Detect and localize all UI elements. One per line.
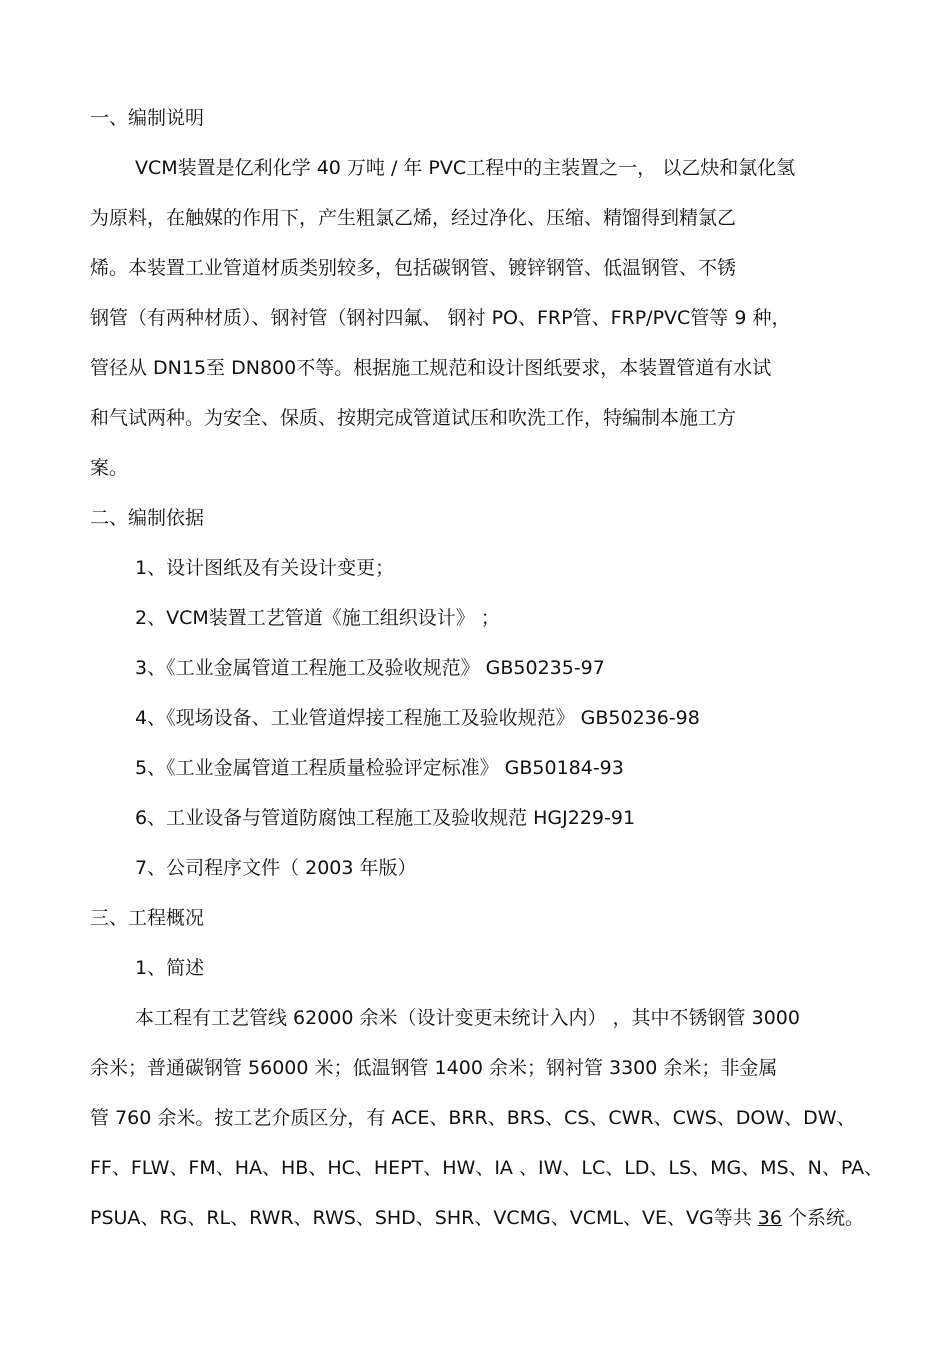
paragraph-line: 余米；普通碳钢管 56000 米；低温钢管 1400 余米；钢衬管 3300 余米；非金属	[90, 1057, 778, 1079]
list-item: 3、《工业金属管道工程施工及验收规范》 GB50235-97	[135, 657, 605, 679]
list-item: 4、《现场设备、工业管道焊接工程施工及验收规范》 GB50236-98	[135, 707, 700, 729]
section-heading-project-overview: 三、工程概况	[90, 907, 205, 929]
paragraph-line: 本工程有工艺管线 62000 余米（设计变更未统计入内） ，其中不锈钢管 3000	[135, 1007, 800, 1029]
paragraph-line: 案。	[90, 457, 129, 479]
section-heading-compilation-notes: 一、编制说明	[90, 107, 205, 129]
paragraph-line: 钢管（有两种材质）、钢衬管（钢衬四氟、 钢衬 PO、FRP管、FRP/PVC管等 9 种，	[90, 307, 791, 329]
paragraph-line: 和气试两种。为安全、保质、按期完成管道试压和吹洗工作，特编制本施工方	[90, 407, 737, 429]
systems-suffix: 个系统。	[781, 1207, 864, 1229]
list-item: 6、工业设备与管道防腐蚀工程施工及验收规范 HGJ229-91	[135, 807, 636, 829]
system-count: 36	[757, 1207, 782, 1229]
paragraph-line: 烯。本装置工业管道材质类别较多，包括碳钢管、镀锌钢管、低温钢管、不锈	[90, 257, 737, 279]
paragraph-line: FF、FLW、FM、HA、HB、HC、HEPT、HW、IA 、IW、LC、LD、LS、MG、MS、N、PA、	[90, 1157, 884, 1179]
list-item: 5、《工业金属管道工程质量检验评定标准》 GB50184-93	[135, 757, 624, 779]
section-heading-compilation-basis: 二、编制依据	[90, 507, 205, 529]
paragraph-line: VCM装置是亿利化学 40 万吨 / 年 PVC工程中的主装置之一， 以乙炔和氯化氢	[135, 157, 796, 179]
systems-list-text: PSUA、RG、RL、RWR、RWS、SHD、SHR、VCMG、VCML、VE、VG等共	[90, 1207, 758, 1229]
paragraph-line-last	[90, 1206, 864, 1230]
list-item: 1、设计图纸及有关设计变更；	[135, 557, 395, 579]
list-item: 2、VCM装置工艺管道《施工组织设计》 ；	[135, 607, 500, 629]
list-item: 7、公司程序文件（ 2003 年版）	[135, 857, 417, 879]
subheading-summary: 1、简述	[135, 957, 205, 979]
paragraph-line: 管径从 DN15至 DN800不等。根据施工规范和设计图纸要求，本装置管道有水试	[90, 357, 772, 379]
paragraph-line: 管 760 余米。按工艺介质区分，有 ACE、BRR、BRS、CS、CWR、CWS、DOW、DW、	[90, 1107, 856, 1129]
paragraph-line: 为原料，在触媒的作用下，产生粗氯乙烯，经过净化、压缩、精馏得到精氯乙	[90, 207, 737, 229]
